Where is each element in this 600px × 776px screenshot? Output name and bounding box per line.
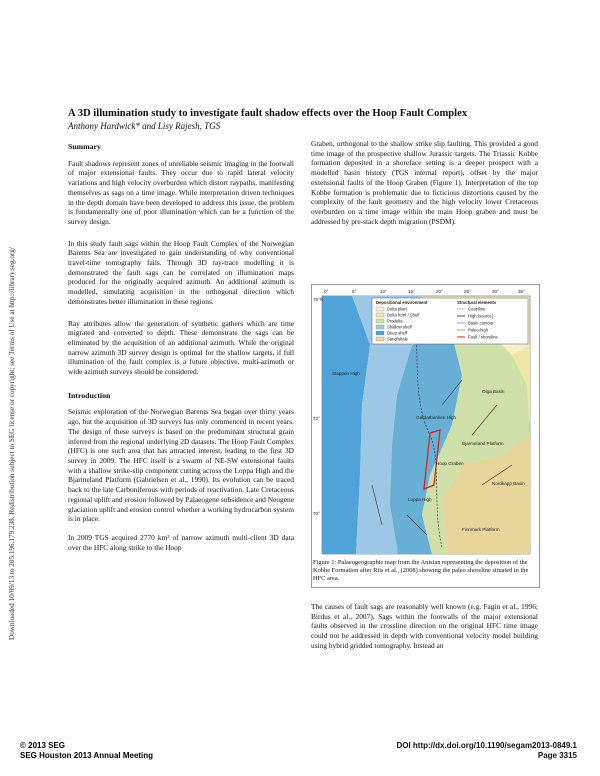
paper-authors: Anthony Hardwick* and Lisy Rajesh, TGS [68,121,221,131]
lat-label: 75°N [313,297,324,302]
legend-item: Prodelta [387,318,403,324]
legend-left-title: Depositional environment [376,300,428,305]
left-column [68,142,294,561]
figure-1-map [311,284,540,588]
lon-label: 35° [518,289,525,294]
legend-item: Shallow shelf [387,324,412,330]
legend-item: Delta plain [387,306,407,312]
lon-label: 10° [380,289,387,294]
legend-item: Delta front / Shelf [387,312,420,318]
place-label: Stappen High [332,371,360,376]
lon-label: 0° [324,289,329,294]
footer-doi: DOI http://dx.doi.org/10.1190/segam2013-0849.1 [396,741,577,750]
summary-paragraph-2: In this study fault sags within the Hoop Fault Complex of the Norwegian Barents Sea are investigated to gain understanding of why conventional travel-time tomography fails. Through 3D ray-trace modelling it is demonstrated the fault sags can be correlated on illumination maps produced for the originally acquired azimuth. An additional azimuth is modelled, simulating acquisition in the orthogonal direction which demonstrates better illumination in these regions. [68,238,294,306]
legend-right-title: Structural elements [457,300,497,305]
figure-1-caption: Figure 1: Palaeogeographic map from the Anisian representing the deposition of the Kobbe Formation after Riis et al., (2008) showing the paleo shoreline situated in the HFC area. [313,559,529,582]
place-label: Olga Basin [482,389,505,394]
palaeogeographic-map [312,285,539,557]
place-label: Hoop Graben [436,461,464,466]
legend-item: Paleo-high [468,327,489,333]
place-label: Loppa High [408,497,432,502]
lon-label: 30° [492,289,499,294]
lon-label: 25° [464,289,471,294]
longitude-labels [324,289,525,294]
download-notice [0,120,16,640]
place-label: Gardarbanken High [416,415,457,420]
legend-item: Basin contour [468,320,494,326]
lon-label: 20° [436,289,443,294]
right-paragraph-2: The causes of fault sags are reasonably well known (e.g. Fagin et al., 1996; Birdus et al., 2007). Sags within the footwalls of the major extensional faults observed in the crossline direction on the original HFC time image could not be addressed in depth with conventional velocity model building using hybrid gridded tomography. Instead an [311,602,538,650]
legend-item: Deep shelf [387,330,408,336]
right-column-top [311,139,538,235]
paper-title: A 3D illumination study to investigate fault shadow effects over the Hoop Fault Complex [68,108,468,119]
introduction-heading: Introduction [68,390,111,400]
footer-right [396,741,577,761]
lat-label: 70° [313,511,320,516]
place-label: Nordkapp Basin [492,481,525,486]
lat-label: 72° [313,416,320,421]
place-label: Finnmark Platform [462,527,500,532]
right-paragraph-1: Graben, orthogonal to the shallow strike slip faulting. This provided a good time image of the prospective shallow Jurassic targets. The Triassic Kobbe formation deposited in a shoreface setting is a deeper prospect with a modelled basin history (TGS internal report), offset by the major extensional faults of the Hoop Graben (Figure 1). Interpretation of the top Kobbe formation is problematic due to ficticious distortions caused by the complexity of the fault geometry and the high velocity lower Cretaceous overburden on a time image within the main Hoop graben and must be addressed by pre-stack depth migration (PSDM). [311,139,538,226]
summary-heading: Summary [68,142,101,151]
footer-left [20,741,153,761]
summary-paragraph-1: Fault shadows represent zones of unreliable seismic imaging in the footwall of major extensional faults. They occur due to rapid lateral velocity variations and high velocity overburden which distort raypaths, manifesting themselves as sags on a time image. While interpretation driven techniques in the depth domain have been developed to address this issue, the problem is fundamentally one of poor illumination which can be a function of the survey design. [68,158,294,226]
right-column-bottom [311,602,538,660]
footer-meeting: SEG Houston 2013 Annual Meeting [20,751,154,760]
introduction-paragraph-1: Seismic exploration of the Norwegian Barents Sea began over thirty years ago, but the acquisition of 3D surveys has only commenced in recent years. The design of these surveys is based on the predominant structural grain inferred from the regional underlying 2D datasets. The Hoop Fault Complex (HFC) is one such area that has attracted interest, leading to the first 3D survey in 2009. The HFC itself is a swarm of NE-SW extensional faults with a shallow strike-slip component cutting across the Loppa High and the Bjarmeland Platform (Gabrielsen et al., 1990). Its evolution can be traced back to the late Carboniferous with periods of reactivation. Late Cretaceous regional uplift and erosion followed by Palaeogene subsidence and Neogene glaciation uplift and erosion control whether a working hydrocarbon system is in place. [68,407,294,524]
download-notice-text: Downloaded 10/09/13 to 205.196.179.238. Redistribution subject to SEG license or copyright; see Terms of Use at http://library.seg.org/ [8,247,16,640]
legend-item: Fault / shoreline [468,334,498,340]
footer-copyright: © 2013 SEG [20,741,66,750]
introduction-paragraph-2: In 2009 TGS acquired 2770 km² of narrow azimuth multi-client 3D data over the HFC along strike to the Hoop [68,532,294,552]
legend-item: Sand/shale [387,336,408,342]
legend-item: High (source) [468,313,494,319]
place-label: Bjarmeland Platform [462,441,504,446]
footer-page-number: Page 3315 [537,751,577,760]
lon-label: 5° [352,289,357,294]
summary-paragraph-3: Ray attributes allow the generation of synthetic gathers which are time migrated and converted to depth. These demonstrate the sags can be eliminated by the acquisition of an additional azimuth. While the original narrow azimuth 3D survey design is optimal for the shallow targets, if full illumination of the fault complex is a future objective, multi-azimuth or wide azimuth surveys should be considered. [68,318,294,377]
legend-item: Coastline [468,306,486,312]
lon-label: 15° [408,289,415,294]
